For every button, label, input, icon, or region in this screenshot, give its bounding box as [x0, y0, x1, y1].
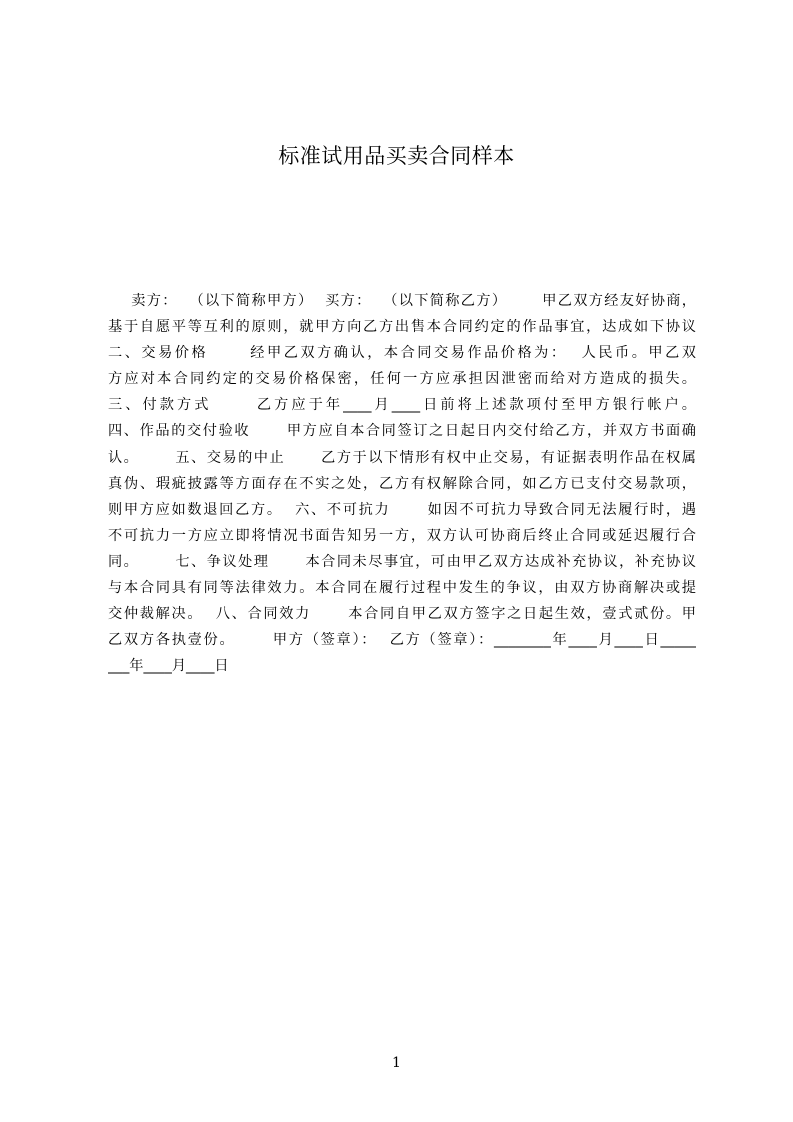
body-line: 认。 五、交易的中止 乙方于以下情形有权中止交易，有证据表明作品在权属	[108, 449, 696, 466]
body-line: 基于自愿平等互利的原则，就甲方向乙方出售本合同约定的作品事宜，达成如下协议	[108, 319, 696, 336]
body-line: 真伪、瑕疵披露等方面存在不实之处，乙方有权解除合同，如乙方已支付交易款项，	[108, 475, 696, 492]
page-number: 1	[392, 1055, 401, 1071]
body-line: 三、付款方式 乙方应于年____月____日前将上述款项付至甲方银行帐户。	[108, 397, 696, 414]
document-title: 标准试用品买卖合同样本	[278, 144, 515, 168]
body-line: 则甲方应如数退回乙方。 六、不可抗力 如因不可抗力导致合同无法履行时，遇	[108, 501, 696, 518]
body-line: 与本合同具有同等法律效力。本合同在履行过程中发生的争议，由双方协商解决或提	[108, 580, 696, 597]
body-line: 乙双方各执壹份。 甲方（签章）： 乙方（签章）：________年____月____日_____	[108, 632, 696, 649]
body-line: 卖方： （以下简称甲方） 买方： （以下简称乙方） 甲乙双方经友好协商，	[108, 293, 696, 309]
body-line: 四、作品的交付验收 甲方应自本合同签订之日起日内交付给乙方，并双方书面确	[108, 423, 696, 440]
body-line: 不可抗力一方应立即将情况书面告知另一方，双方认可协商后终止合同或延迟履行合	[108, 527, 696, 544]
body-line: 二、交易价格 经甲乙双方确认，本合同交易作品价格为： 人民币。甲乙双	[108, 345, 696, 362]
contract-body	[108, 288, 696, 679]
body-line: 同。 七、争议处理 本合同未尽事宜，可由甲乙双方达成补充协议，补充协议	[108, 553, 696, 570]
body-line: 方应对本合同约定的交易价格保密，任何一方应承担因泄密而给对方造成的损失。	[108, 371, 696, 388]
body-line: ___年____月____日	[108, 658, 229, 675]
body-line: 交仲裁解决。 八、合同效力 本合同自甲乙双方签字之日起生效，壹式贰份。甲	[108, 606, 696, 623]
